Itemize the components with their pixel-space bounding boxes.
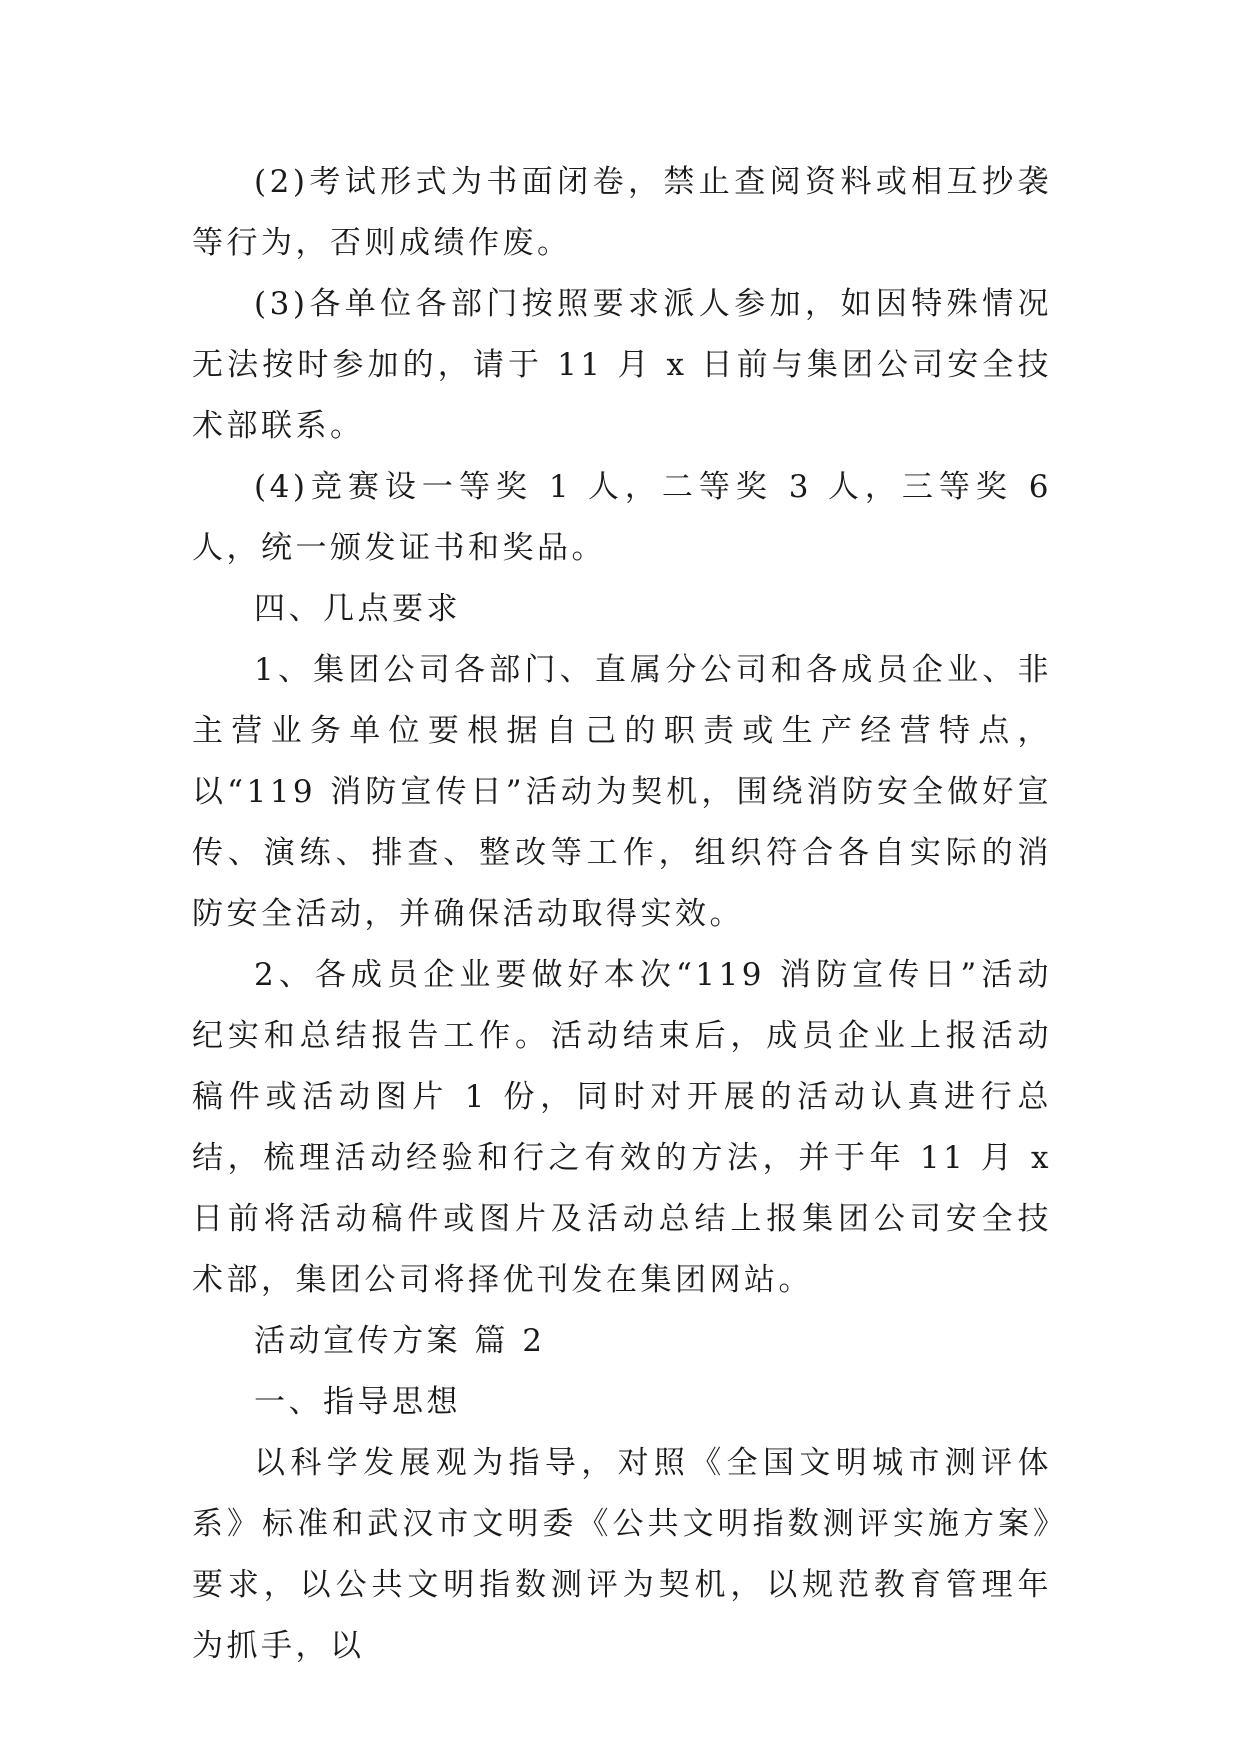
document-body [192, 152, 1052, 1677]
section-heading-guiding-ideology: 一、指导思想 [254, 1384, 461, 1420]
section-heading-requirements: 四、几点要求 [254, 591, 461, 627]
paragraph-awards: (4)竞赛设一等奖 1 人，二等奖 3 人，三等奖 6 人，统一颁发证书和奖品。 [192, 469, 1052, 566]
paragraph-requirement-2: 2、各成员企业要做好本次“119 消防宣传日”活动纪实和总结报告工作。活动结束后，成员企业上报活动稿件或活动图片 1 份，同时对开展的活动认真进行总结，梳理活动经验和行之有效的方法，并于年 11 月 x 日前将活动稿件或图片及活动总结上报集团公司安全技术部，集团公司将择优刊发在集团网站。 [192, 957, 1052, 1298]
paragraph-attendance: (3)各单位各部门按照要求派人参加，如因特殊情况无法按时参加的，请于 11 月 x 日前与集团公司安全技术部联系。 [192, 286, 1052, 444]
paragraph-exam-format: (2)考试形式为书面闭卷，禁止查阅资料或相互抄袭等行为，否则成绩作废。 [192, 164, 1052, 261]
paragraph-requirement-1: 1、集团公司各部门、直属分公司和各成员企业、非主营业务单位要根据自己的职责或生产经营特点，以“119 消防宣传日”活动为契机，围绕消防安全做好宣传、演练、排查、整改等工作，组织符合各自实际的消防安全活动，并确保活动取得实效。 [192, 652, 1052, 932]
paragraph-guiding-ideology: 以科学发展观为指导，对照《全国文明城市测评体系》标准和武汉市文明委《公共文明指数测评实施方案》要求，以公共文明指数测评为契机，以规范教育管理年为抓手，以 [192, 1445, 1052, 1664]
plan-title: 活动宣传方案 篇 2 [254, 1323, 546, 1359]
